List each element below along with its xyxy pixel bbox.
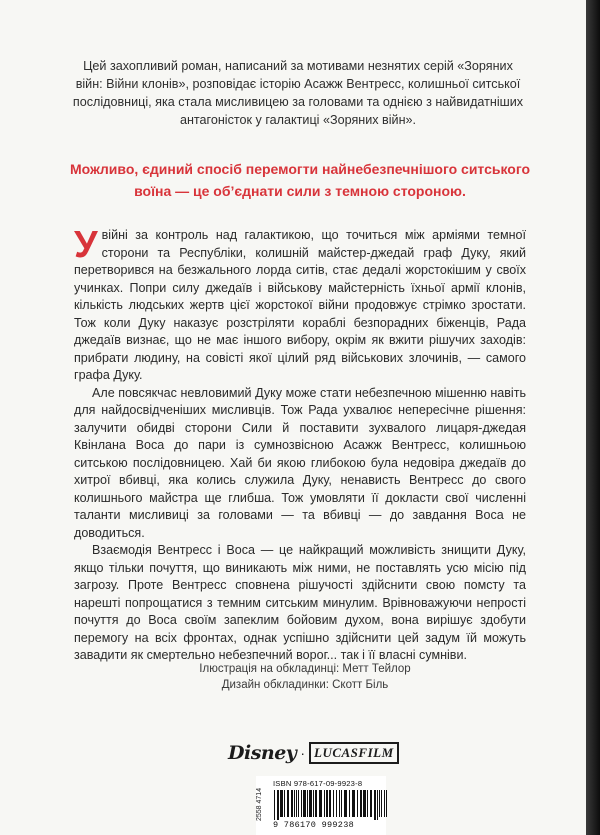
barcode-bar	[381, 790, 382, 817]
barcode-bar	[284, 790, 285, 817]
tagline: Можливо, єдиний спосіб перемогти найнебезпечнішого ситського воїна — це об’єднати сили з темною стороною.	[69, 161, 531, 199]
drop-cap: У	[74, 224, 98, 266]
logo-separator: ·	[300, 745, 306, 761]
intro-paragraph: Цей захопливий роман, написаний за мотивами незнятих серій «Зоряних війн: Війни клонів», розповідає історію Асажж Вентресс, колишньої ситської послідовниці, яка стала мисливицею за головами та однією з найвидатніших антагоністок у галактиці «Зоряних війн».	[72, 59, 524, 127]
barcode-bar	[360, 790, 362, 817]
lucasfilm-logo: LUCASFILM	[309, 742, 399, 764]
synopsis-paragraph-1	[74, 224, 526, 385]
illustration-credit: Ілюстрація на обкладинці: Метт Тейлор	[199, 663, 411, 675]
barcode-bar	[303, 790, 306, 817]
barcode-bar	[287, 790, 289, 817]
barcode-bar	[367, 790, 368, 817]
disney-logo: Disney	[228, 742, 297, 764]
barcode-bar	[307, 790, 308, 817]
barcode-bar	[326, 790, 328, 817]
barcode-bar	[277, 790, 279, 820]
barcode-bar	[313, 790, 314, 817]
barcode-bar	[309, 790, 312, 817]
barcode-bar	[280, 790, 283, 817]
barcode-bar	[384, 790, 385, 817]
cover-edge-shadow	[586, 0, 600, 835]
barcode-bar	[386, 790, 387, 817]
isbn-label: ISBN 978-617-09-9923-8	[273, 779, 363, 788]
barcode-bar	[291, 790, 293, 817]
design-credit: Дизайн обкладинки: Скотт Біль	[221, 679, 389, 691]
barcode-bar	[357, 790, 358, 817]
barcode-bar	[329, 790, 331, 817]
barcode-vertical-number: 2558 4714	[256, 787, 263, 821]
barcode-bar	[296, 790, 297, 817]
barcode-number: 9 786170 999238	[273, 820, 355, 830]
synopsis-paragraph-1-text: війні за контроль над галактикою, що точиться між арміями темної сторони та Республіки, колишній майстер-джедай граф Дуку, який перетворився на безжального лорда ситів, стає дедалі жорстокішим у своїх учинках. Попри силу джедаїв і військову майстерність їхньої армії клонів, кількість людських жертв цієї жорстокої війни продовжує стрімко зростати. Тож коли Дуку наказує розстріляти кораблі безпорадних біженців, Рада джедаїв визнає, що не має іншого вибору, окрім як вжити рішучих заходів: прибрати людину, на совісті якої цілий ряд військових злочинів, — самого графа Дуку.	[74, 228, 526, 382]
barcode-bar	[339, 790, 340, 817]
barcode-bar	[374, 790, 376, 820]
barcode-bar	[324, 790, 325, 817]
barcode-bar	[294, 790, 295, 817]
synopsis-paragraph-2: Але повсякчас невловимий Дуку може стати небезпечною мішенню навіть для найдосвідченіших мисливців. Тож Рада ухвалює непересічне рішення: залучити обидві сторони Сили й поставити зухвалого лицаря-джедая Квінлана Воса до пари із сумнозвісною Асажж Вентресс, колишньою ситською послідовницею. Хай би якою глибокою була недовіра джедаїв до хитрої вбивці, яка колись служила Дуку, ненависть Вентресс до свого колишнього майстра ще глибша. Тож умовляти її докласти свої численні таланти мисливиці за головами — та вбивці — до завдання Воса не доводиться.	[74, 385, 526, 540]
barcode-bar	[379, 790, 380, 817]
synopsis	[74, 224, 526, 665]
barcode-bar	[377, 790, 378, 820]
barcode-bar	[274, 790, 275, 820]
barcode-graphic	[273, 790, 389, 820]
barcode-bar	[336, 790, 337, 817]
barcode-bar	[301, 790, 302, 817]
barcode-bar	[319, 790, 322, 817]
barcode-bar	[341, 790, 342, 817]
barcode-bar	[352, 790, 355, 817]
barcode-bar	[363, 790, 366, 817]
barcode-bar	[344, 790, 347, 817]
barcode-bar	[333, 790, 334, 817]
barcode-bar	[349, 790, 350, 817]
publisher-logos	[228, 738, 394, 768]
synopsis-paragraph-3: Взаємодія Вентресс і Воса — це найкращий можливість знищити Дуку, якщо тільки почуття, що виникають між ними, не поставлять усю місію під загрозу. Проте Вентресс сповнена рішучості здійснити свою помсту та нарешті попрощатися з темним ситським минулим. Врівноважуючи непрості почуття до Воса своїм запеклим бойовим духом, вона вирішує здобути перемогу на всіх фронтах, однак успішно здійснити цей задум їй можуть завадити як смертельно небезпечний ворог... так і її власні сумніви.	[74, 543, 526, 662]
credits	[130, 661, 480, 693]
barcode-bar	[298, 790, 299, 817]
barcode-bar	[370, 790, 372, 817]
barcode-bar	[315, 790, 317, 817]
